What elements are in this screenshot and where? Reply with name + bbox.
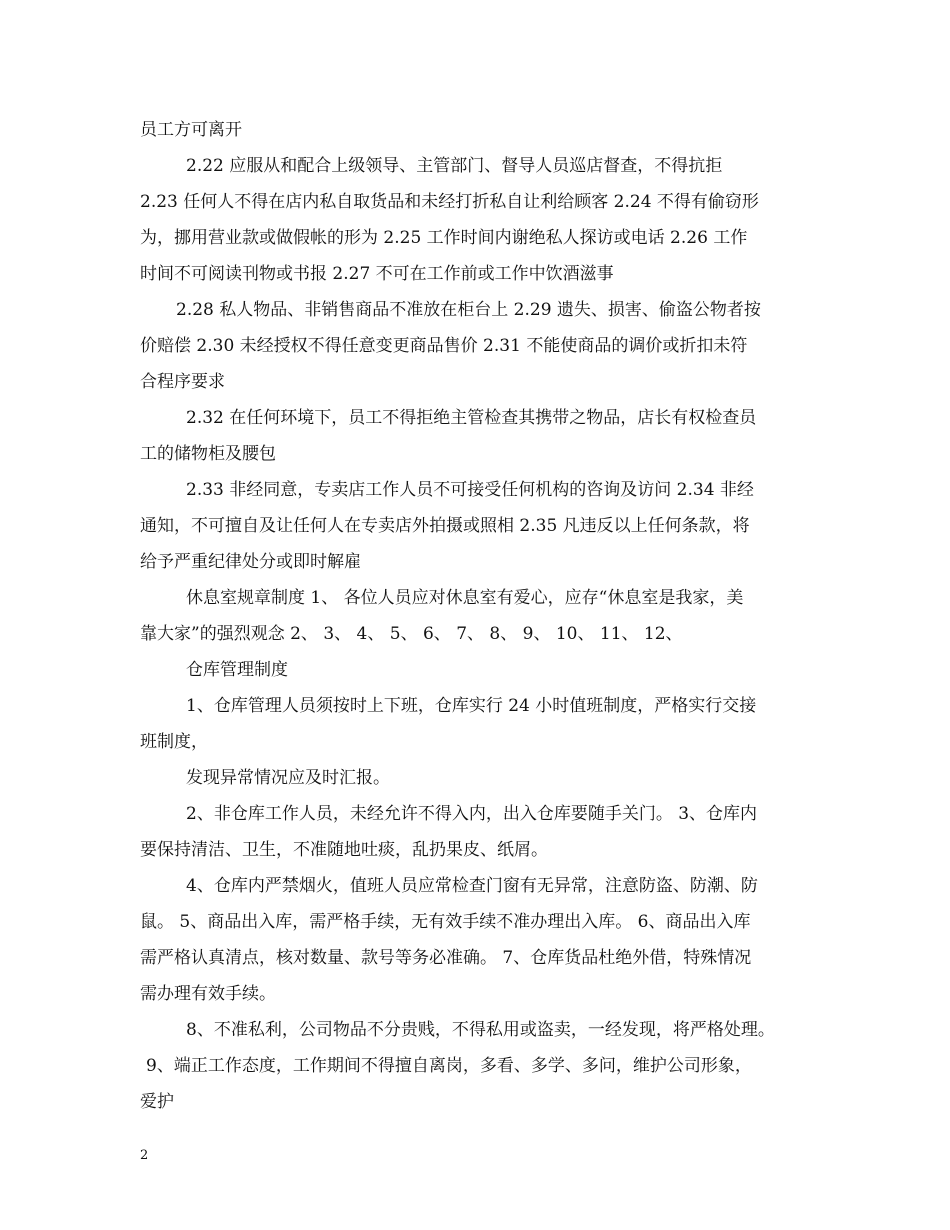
text-line: 爱护 xyxy=(140,1092,174,1112)
text-line: 9、端正工作态度，工作期间不得擅自离岗，多看、多学、多问，维护公司形象， xyxy=(146,1056,752,1076)
page-number: 2 xyxy=(140,1148,149,1163)
text-line: 发现异常情况应及时汇报。 xyxy=(186,768,390,788)
text-line: 2.33 非经同意，专卖店工作人员不可接受任何机构的咨询及访问 2.34 非经 xyxy=(186,480,754,500)
text-line: 鼠。 5、商品出入库，需严格手续，无有效手续不准办理出入库。 6、商品出入库 xyxy=(140,912,751,932)
text-line: 4、仓库内严禁烟火，值班人员应常检查门窗有无异常，注意防盗、防潮、防 xyxy=(186,876,758,896)
section-heading: 仓库管理制度 xyxy=(186,660,288,680)
text-line: 休息室规章制度 1、 各位人员应对休息室有爱心，应存“休息室是我家，美 xyxy=(186,588,744,608)
text-line: 合程序要求 xyxy=(140,372,225,392)
text-line: 通知，不可擅自及让任何人在专卖店外拍摄或照相 2.35 凡违反以上任何条款，将 xyxy=(140,516,750,536)
text-line: 需办理有效手续。 xyxy=(140,984,276,1004)
text-line: 时间不可阅读刊物或书报 2.27 不可在工作前或工作中饮酒滋事 xyxy=(140,264,614,284)
text-line: 为，挪用营业款或做假帐的形为 2.25 工作时间内谢绝私人探访或电话 2.26 工作 xyxy=(140,228,748,248)
text-line: 2.28 私人物品、非销售商品不准放在柜台上 2.29 遗失、损害、偷盗公物者按 xyxy=(176,300,761,320)
text-line: 2.22 应服从和配合上级领导、主管部门、督导人员巡店督查，不得抗拒 xyxy=(186,156,723,176)
text-line: 2、非仓库工作人员，未经允许不得入内，出入仓库要随手关门。 3、仓库内 xyxy=(186,804,758,824)
text-line: 2.32 在任何环境下，员工不得拒绝主管检查其携带之物品，店长有权检查员 xyxy=(186,408,757,428)
text-line: 班制度， xyxy=(140,732,208,752)
text-line: 2.23 任何人不得在店内私自取货品和未经打折私自让利给顾客 2.24 不得有偷窃形 xyxy=(140,192,759,212)
text-line: 给予严重纪律处分或即时解雇 xyxy=(140,552,361,572)
text-line: 1、仓库管理人员须按时上下班，仓库实行 24 小时值班制度，严格实行交接 xyxy=(186,696,757,716)
text-line: 需严格认真清点，核对数量、款号等务必准确。 7、仓库货品杜绝外借，特殊情况 xyxy=(140,948,752,968)
text-line: 工的储物柜及腰包 xyxy=(140,444,276,464)
text-line: 员工方可离开 xyxy=(140,120,242,140)
text-line: 要保持清洁、卫生，不准随地吐痰，乱扔果皮、纸屑。 xyxy=(140,840,548,860)
text-line: 价赔偿 2.30 未经授权不得任意变更商品售价 2.31 不能使商品的调价或折扣未符 xyxy=(140,336,748,356)
text-line: 靠大家”的强烈观念 2、 3、 4、 5、 6、 7、 8、 9、 10、 11、 12、 xyxy=(140,624,683,644)
text-line: 8、不准私利，公司物品不分贵贱，不得私用或盗卖，一经发现，将严格处理。 xyxy=(186,1020,775,1040)
